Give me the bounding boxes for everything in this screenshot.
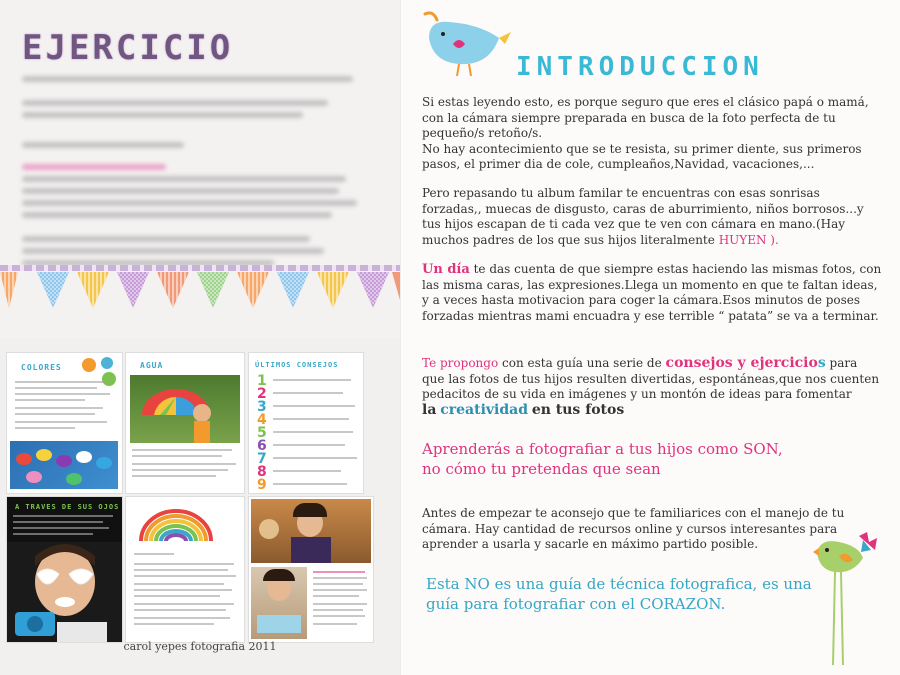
blue-bird-icon: [419, 8, 514, 78]
thumb-traves: [6, 496, 123, 643]
thumb-title-ultimos: ÚLTIMOS CONSEJOS: [255, 361, 339, 369]
corazon-note: Esta NO es una guía de técnica fotografica, es una guía para fotografiar con el CORAZON.: [426, 575, 812, 613]
watercolor-palette-photo: [10, 441, 118, 489]
bunting-flags: [0, 270, 400, 312]
p3-text: te das cuenta de que siempre estas haciendo las mismas fotos, con las misma caras, las expresiones.Llega un momento en que te faltan ideas, y a veces hasta motivacion para coger la cámara.Esos minutos de poses forzadas mientras mami encuadra y ese terrible “ patata” se va a terminar.: [422, 262, 882, 323]
girl-cake-photo: [251, 567, 307, 639]
p1b-text: No hay acontecimiento que se te resista, su primer diente, sus primeros pasos, el primer dia de cole, cumpleaños,Navidad, vacaciones,...: [422, 141, 862, 171]
paragraph-1: [422, 95, 882, 173]
p2-end: ).: [770, 232, 779, 247]
girl-sunglasses-photo: [7, 542, 122, 642]
photo-credit: carol yepes fotografia 2011: [123, 640, 277, 653]
green-bird-icon: [811, 530, 886, 670]
p2-text: Pero repasando tu album familar te encuentras con esas sonrisas forzadas,, muecas de disgusto, caras de aburrimiento, niños borrosos...y tus hijos escapan de ti cada vez que te ven con cámara en mano.(Hay muchos padres de los que sus hijos literalmente: [422, 186, 864, 247]
thumb-photos: [248, 496, 374, 643]
p4-end: en tus fotos: [531, 401, 625, 418]
aprenderas-line-2: no cómo tu pretendas que sean: [422, 460, 661, 478]
thumb-agua: [125, 352, 245, 494]
p1-text: Si estas leyendo esto, es porque seguro que eres el clásico papá o mamá, con la cámara siempre preparada en busca de la foto perfecta de tu pequeño/s retoño/s.: [422, 95, 869, 140]
p4-c: para que las fotos de tus hijos resulten divertidas, espontáneas,que nos cuenten pedacitos de su vida en imágenes y un montón de ideas para fomentar: [422, 356, 880, 401]
paragraph-2: [422, 186, 882, 248]
p4-creatividad: creatividad: [440, 401, 528, 418]
right-page: [400, 0, 900, 675]
girl-kitchen-photo: [251, 499, 371, 563]
thumb-title-colores: COLORES: [21, 363, 62, 372]
p4-a: con esta guía una serie de: [502, 356, 662, 370]
p4-la: la: [422, 401, 437, 418]
p2-huyen: HUYEN: [718, 232, 767, 247]
umbrella-photo: [130, 375, 240, 443]
left-page: [0, 0, 400, 675]
p3-lead: Un día: [422, 262, 470, 277]
aprenderas-line-1: Aprenderás a fotografiar a tus hijos como SON,: [422, 440, 783, 458]
paragraph-3: [422, 262, 882, 324]
p4-lead: Te propongo: [422, 356, 499, 370]
paragraph-5: Antes de empezar te aconsejo que te familiarices con el manejo de tu cámara. Hay cantidad de recursos online y cursos interesantes para aprender a usarla y sacarle en máximo partido posible.: [422, 506, 845, 551]
thumb-title-traves: A TRAVES DE SUS OJOS: [15, 503, 120, 511]
rainbow-icon: [136, 505, 216, 545]
thumb-rainbow: [125, 496, 245, 643]
aprenderas-block: [422, 439, 882, 479]
blurred-text: [22, 70, 382, 272]
thumb-ultimos: [248, 352, 364, 494]
intro-title: INTRODUCCION: [516, 52, 764, 82]
thumb-title-agua: AGUA: [140, 361, 164, 370]
thumbnail-grid: [0, 338, 400, 675]
p4-consejos: consejos y ejercicio: [665, 355, 818, 371]
p4-s: s: [817, 355, 826, 371]
numbered-tips: 1 2 3 4 5 6 7 8 9: [257, 373, 267, 493]
paragraph-4: [422, 356, 882, 418]
cover-title: EJERCICIO: [22, 28, 234, 68]
exercise-cover: [0, 0, 400, 338]
thumb-colores: [6, 352, 123, 494]
